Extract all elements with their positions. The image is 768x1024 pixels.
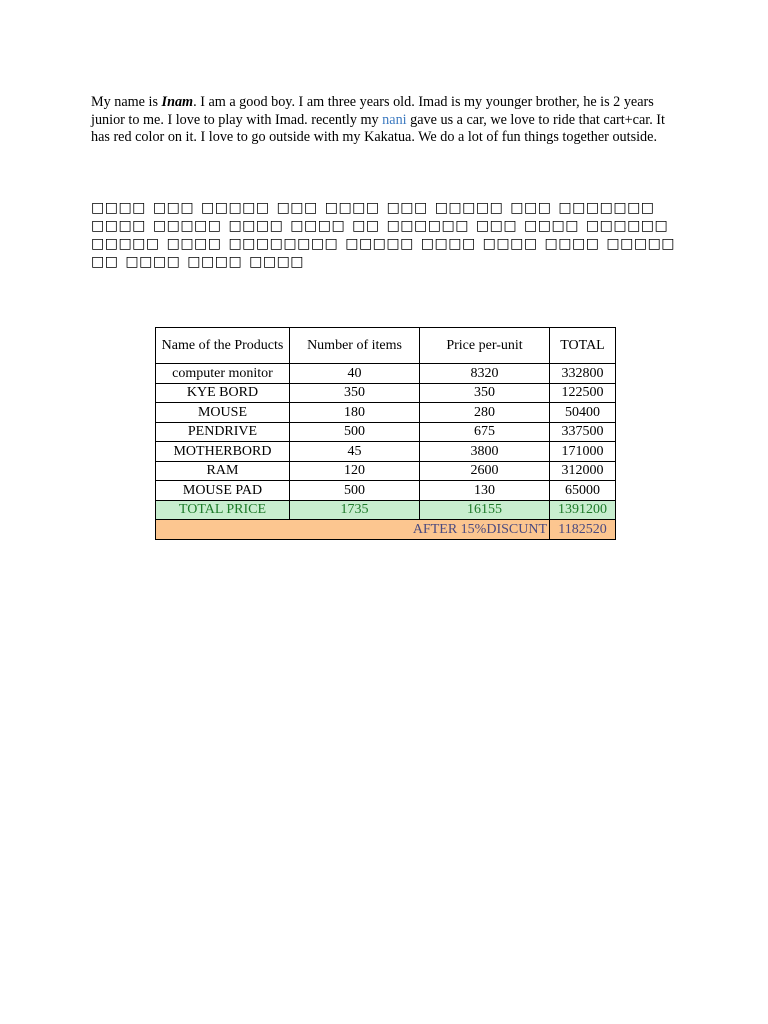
cell-product: MOUSE	[156, 403, 290, 423]
unrendered-script-paragraph: □□□□ □□□ □□□□□ □□□ □□□□ □□□ □□□□□ □□□ □□□□□□□ □□□□ □□□□□ □□□□ □□□□ □□ □□□□□□ □□□ □□□□ □□□□□□ □□□□□ □□□□ □□□□□□□□ □□□□□ □□□□ □□□□ □□□□ □□□□□ □□ □□□□ □□□□ □□□□	[91, 200, 676, 270]
table-row	[156, 442, 616, 462]
intro-text-1: My name is	[91, 94, 162, 110]
header-total: TOTAL	[550, 328, 616, 364]
cell-product: MOUSE PAD	[156, 481, 290, 501]
cell-total: 312000	[550, 461, 616, 481]
discount-row	[156, 520, 616, 540]
cell-total: 65000	[550, 481, 616, 501]
total-price-row	[156, 500, 616, 520]
cell-product: MOTHERBORD	[156, 442, 290, 462]
table-row	[156, 422, 616, 442]
header-number-of-items: Number of items	[290, 328, 420, 364]
discount-label: AFTER 15%DISCUNT	[156, 520, 550, 540]
name-emphasis: Inam	[161, 94, 194, 110]
cell-price: 3800	[420, 442, 550, 462]
discount-amount: 1182520	[550, 520, 616, 540]
cell-price: 130	[420, 481, 550, 501]
table-row	[156, 403, 616, 423]
header-product-name: Name of the Products	[156, 328, 290, 364]
total-price-label: TOTAL PRICE	[156, 500, 290, 520]
cell-items: 120	[290, 461, 420, 481]
table-row	[156, 461, 616, 481]
table-header-row	[156, 328, 616, 364]
total-amount: 1391200	[550, 500, 616, 520]
total-items: 1735	[290, 500, 420, 520]
cell-items: 500	[290, 422, 420, 442]
intro-text-2: . I am a good boy. I am three years old. Imad is my younger brother, he is 2 years junior to me. I love to play with Imad. recently my	[91, 94, 654, 128]
cell-total: 332800	[550, 364, 616, 384]
intro-paragraph	[91, 94, 677, 147]
cell-price: 8320	[420, 364, 550, 384]
cell-product: RAM	[156, 461, 290, 481]
products-table	[155, 327, 616, 540]
cell-price: 280	[420, 403, 550, 423]
table-row	[156, 481, 616, 501]
cell-product: computer monitor	[156, 364, 290, 384]
cell-items: 40	[290, 364, 420, 384]
cell-total: 50400	[550, 403, 616, 423]
cell-price: 675	[420, 422, 550, 442]
cell-price: 350	[420, 383, 550, 403]
cell-items: 350	[290, 383, 420, 403]
table-row	[156, 383, 616, 403]
intro-text-3: gave us a car, we love to ride that cart+car. It has red color on it. I love to go outside with my Kakatua. We do a lot of fun things together outside.	[91, 111, 665, 146]
cell-total: 122500	[550, 383, 616, 403]
cell-items: 180	[290, 403, 420, 423]
table-row	[156, 364, 616, 384]
total-unit-price: 16155	[420, 500, 550, 520]
cell-product: KYE BORD	[156, 383, 290, 403]
nani-link[interactable]: nani	[382, 111, 407, 128]
cell-items: 500	[290, 481, 420, 501]
cell-total: 171000	[550, 442, 616, 462]
cell-product: PENDRIVE	[156, 422, 290, 442]
cell-items: 45	[290, 442, 420, 462]
header-price-per-unit: Price per-unit	[420, 328, 550, 364]
cell-price: 2600	[420, 461, 550, 481]
cell-total: 337500	[550, 422, 616, 442]
